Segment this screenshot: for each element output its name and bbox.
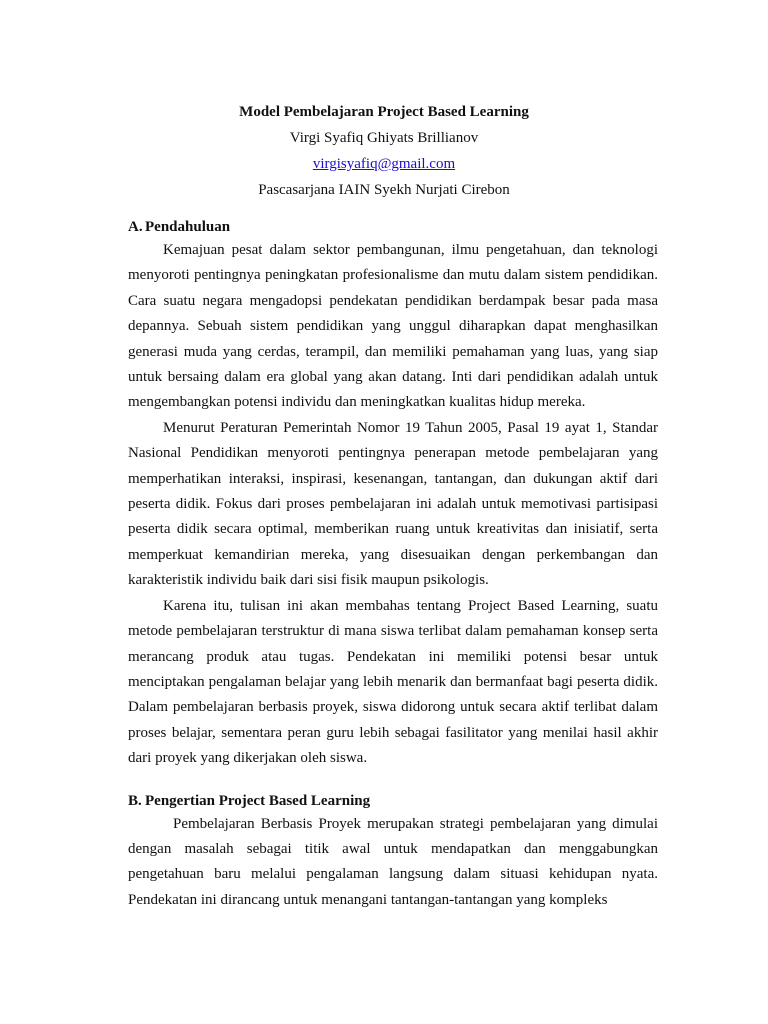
section-title: Pendahuluan [145,219,231,235]
document-title: Model Pembelajaran Project Based Learning [239,104,529,120]
section-heading [128,790,658,812]
section-pengertian-pjbl [128,790,658,914]
author-email-line [0,151,768,177]
document-body [128,216,658,913]
paragraph: Kemajuan pesat dalam sektor pembangunan, ilmu pengetahuan, dan teknologi menyoroti pentingnya peningkatan profesionalisme dan mutu dalam sistem pendidikan. Cara suatu negara mengadopsi pendekatan pendidikan berdampak besar pada masa depannya. Sebuah sistem pendidikan yang unggul diharapkan dapat menghasilkan generasi muda yang cerdas, terampil, dan memiliki pemahaman yang luas, yang siap untuk bersaing dalam era global yang akan datang. Inti dari pendidikan adalah untuk mengembangkan potensi individu dan meningkatkan kualitas hidup mereka. [128,242,658,411]
paragraph: Karena itu, tulisan ini akan membahas tentang Project Based Learning, suatu metode pembelajaran terstruktur di mana siswa terlibat dalam pemahaman konsep serta merancang produk atau tugas. Pendekatan ini memiliki potensi besar untuk menciptakan pengalaman belajar yang lebih menarik dan bermanfaat bagi peserta didik. Dalam pembelajaran berbasis proyek, siswa didorong untuk secara aktif terlibat dalam proses belajar, sementara peran guru lebih sebagai fasilitator yang menilai hasil akhir dari proyek yang dikerjakan oleh siswa. [128,597,658,767]
author-affiliation: Pascasarjana IAIN Syekh Nurjati Cirebon [258,182,510,198]
section-pendahuluan [128,216,658,772]
section-title: Pengertian Project Based Learning [145,792,371,809]
paragraph: Menurut Peraturan Pemerintah Nomor 19 Tahun 2005, Pasal 19 ayat 1, Standar Nasional Pendidikan menyoroti pentingnya penerapan metode pembelajaran yang memperhatikan interaksi, inspirasi, kesenangan, tantangan, dan dukungan aktif dari peserta didik. Fokus dari proses pembelajaran ini adalah untuk memotivasi partisipasi peserta didik secara optimal, memberikan ruang untuk kreativitas dan inisiatif, serta memperkuat kemandirian mereka, yang disesuaikan dengan perkembangan dan karakteristik individu baik dari sisi fisik maupun psikologis. [128,419,658,589]
document-header [0,99,768,203]
author-email-link[interactable]: virgisyafiq@gmail.com [312,156,456,172]
section-letter: A. [128,219,143,235]
paragraph: Pembelajaran Berbasis Proyek merupakan strategi pembelajaran yang dimulai dengan masalah sebagai titik awal untuk mendapatkan dan menggabungkan pengetahuan baru melalui pengalaman langsung dalam situasi kehidupan nyata. Pendekatan ini dirancang untuk menangani tantangan-tantangan yang kompleks [128,815,658,908]
section-heading [128,216,658,238]
author-name: Virgi Syafiq Ghiyats Brillianov [289,130,479,146]
section-letter: B. [128,792,142,809]
